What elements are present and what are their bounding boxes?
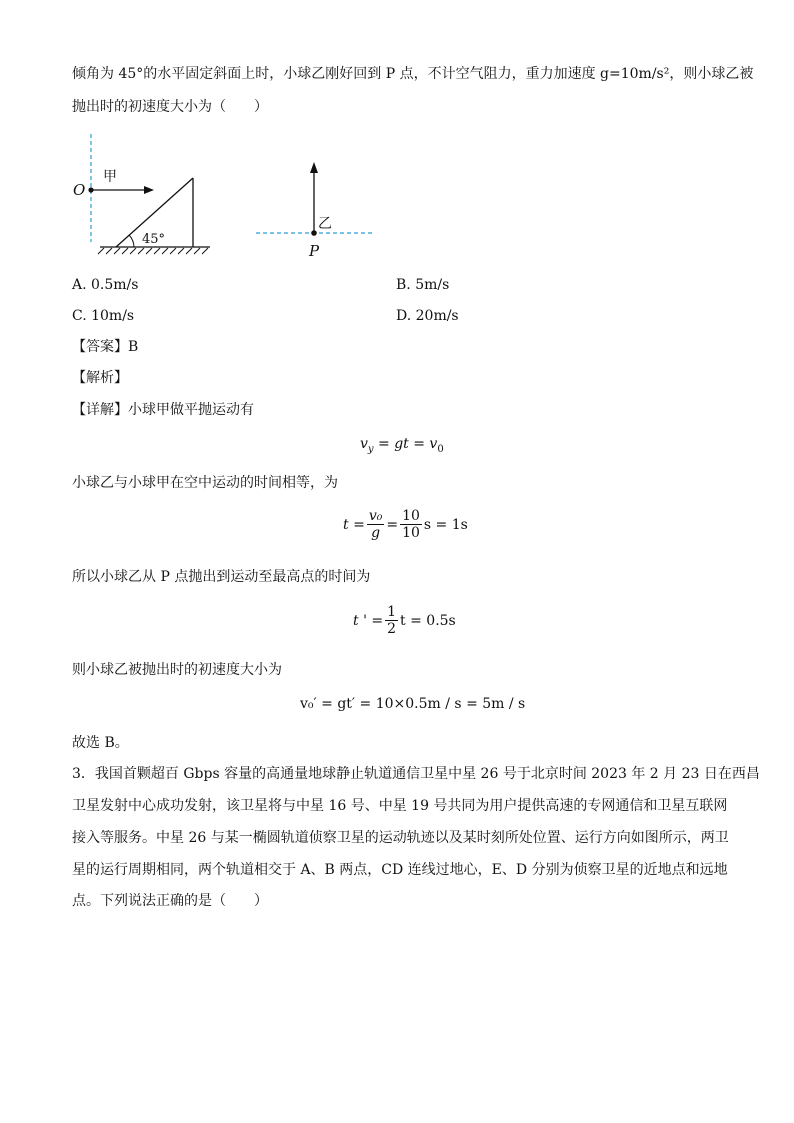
physics-figure	[60, 130, 390, 265]
option-b: B. 5m/s	[396, 277, 450, 293]
detail-sentence-3: 所以小球乙从 P 点抛出到运动至最高点的时间为	[72, 569, 371, 585]
arrow-yi-head	[310, 162, 318, 173]
detail-intro: 【详解】小球甲做平抛运动有	[72, 402, 254, 418]
arrow-jia-head	[144, 186, 154, 194]
equation-1: $v_y$ = gt = $v_0$	[360, 436, 444, 455]
option-d: D. 20m/s	[396, 308, 459, 324]
equation-3: t ' = $\frac{1}{2}$ t = 0.5s	[353, 604, 456, 637]
option-c: C. 10m/s	[72, 308, 135, 324]
q3-line-4: 星的运行周期相同，两个轨道相交于 A、B 两点，CD 连线过地心，E、D 分别为侦察卫星的近地点和远地	[72, 862, 728, 878]
q3-line-2: 卫星发射中心成功发射，该卫星将与中星 16 号、中星 19 号共同为用户提供高速的专网通信和卫星互联网	[72, 798, 728, 814]
angle-arc	[129, 235, 134, 247]
conclusion: 故选 B。	[72, 735, 129, 751]
detail-sentence-4: 则小球乙被抛出时的初速度大小为	[72, 662, 282, 678]
label-jia: 甲	[103, 169, 117, 185]
ball-yi	[311, 230, 317, 236]
label-O: O	[73, 181, 86, 199]
label-P: P	[309, 242, 320, 260]
equation-2: t = $\frac{\text{v₀}}{g}$ = $\frac{10}{10}$ s = 1s	[343, 508, 468, 541]
label-yi: 乙	[318, 216, 332, 232]
question-text-line-2: 抛出时的初速度大小为（ ）	[72, 99, 268, 115]
ground-hatching	[98, 248, 208, 254]
equation-4: v₀′ = gt′ = 10×0.5m / s = 5m / s	[300, 696, 526, 712]
label-angle: 45°	[142, 232, 166, 247]
q3-line-1: 3．我国首颗超百 Gbps 容量的高通量地球静止轨道通信卫星中星 26 号于北京时间 2023 年 2 月 23 日在西昌	[72, 766, 760, 782]
detail-sentence-2: 小球乙与小球甲在空中运动的时间相等，为	[72, 475, 338, 491]
answer-label: 【答案】B	[72, 339, 139, 355]
ball-jia	[88, 187, 93, 192]
analysis-label: 【解析】	[72, 370, 128, 386]
q3-line-3: 接入等服务。中星 26 与某一椭圆轨道侦察卫星的运动轨迹以及某时刻所处位置、运行方向如图所示，两卫	[72, 830, 729, 846]
q3-line-5: 点。下列说法正确的是（ ）	[72, 893, 268, 909]
question-text-line-1: 倾角为 45°的水平固定斜面上时，小球乙刚好回到 P 点，不计空气阻力，重力加速度 g=10m/s²，则小球乙被	[72, 66, 754, 82]
option-a: A. 0.5m/s	[72, 277, 139, 293]
